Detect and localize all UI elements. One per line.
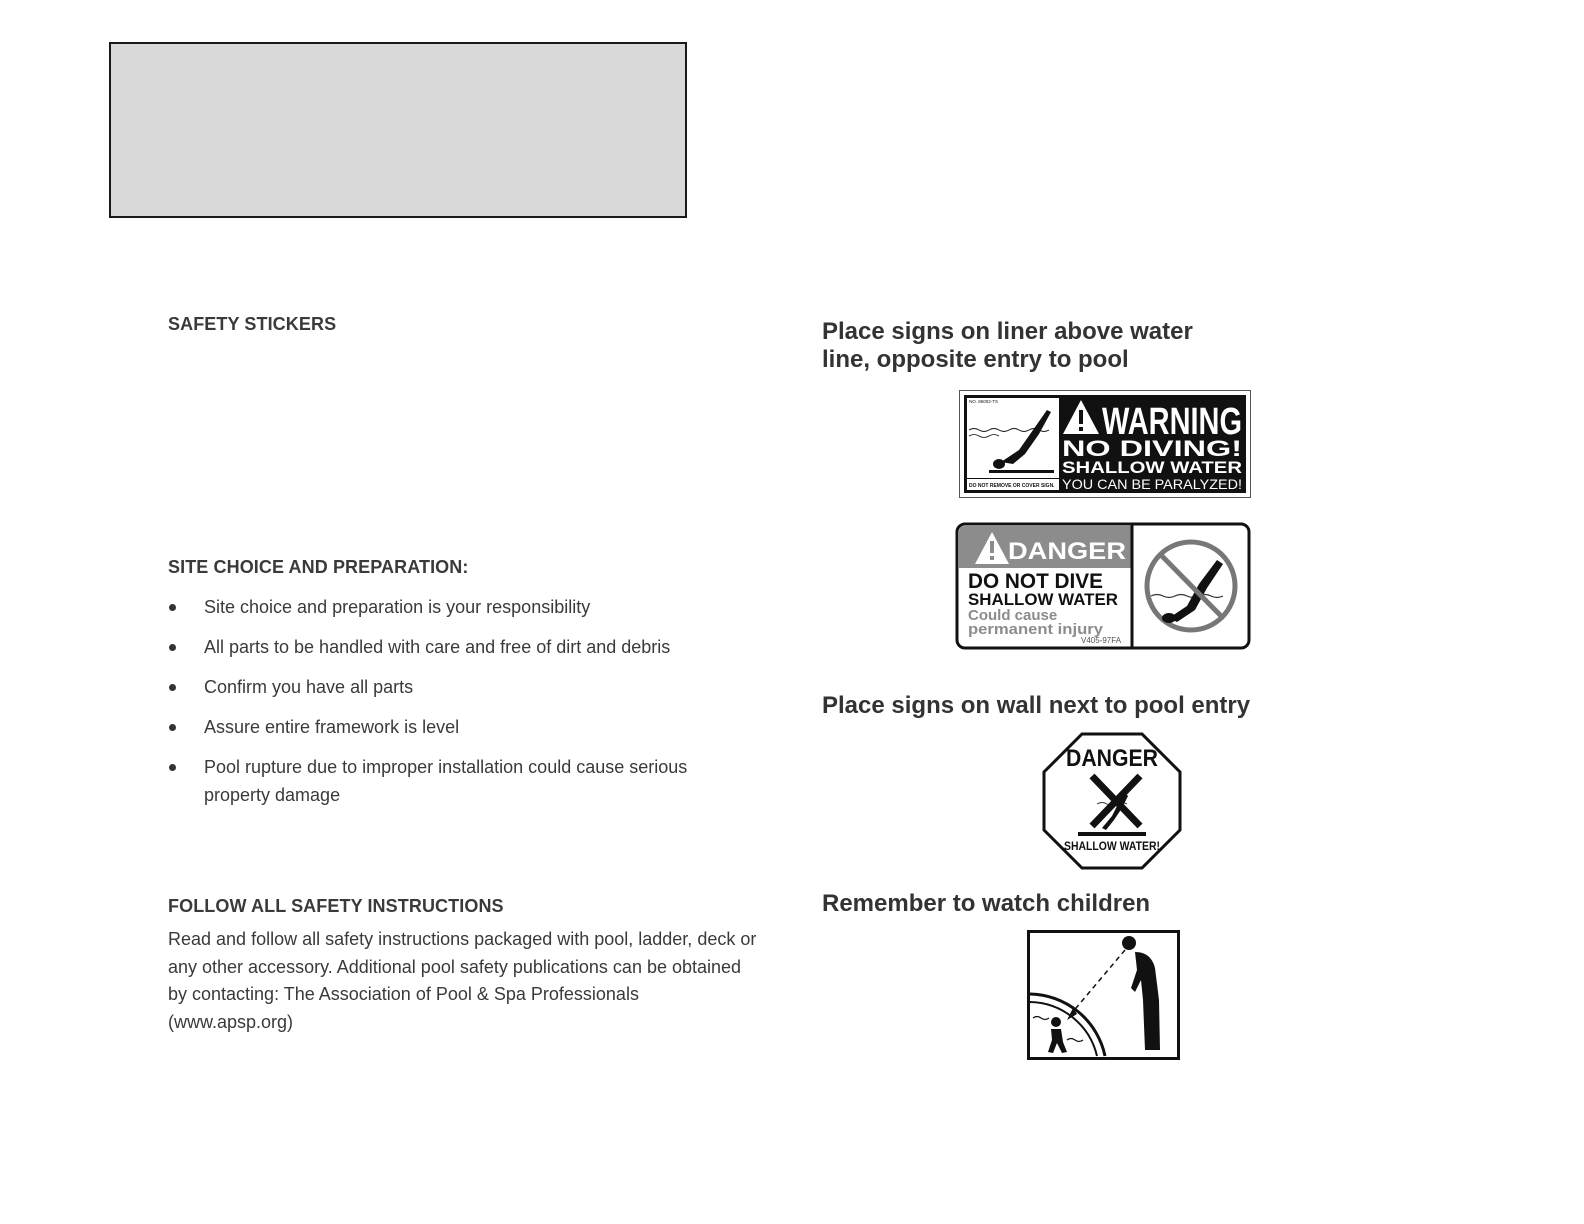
warning-no-diving-sign [959, 390, 1251, 498]
watch-children-sign [1027, 930, 1180, 1060]
bullet-icon [169, 764, 176, 771]
watch-children-heading: Remember to watch children [822, 890, 1151, 917]
danger-title: DANGER [1008, 538, 1126, 565]
list-item: Pool rupture due to improper installation could cause serious property damage [168, 753, 704, 809]
follow-safety-paragraph: Read and follow all safety instructions packaged with pool, ladder, deck or any other accessory. Additional pool safety publications can be obtained by contacting: The Association of Pool & Spa Professionals (www.apsp.org) [168, 929, 757, 1032]
bullet-icon [169, 684, 176, 691]
safety-stickers-heading: SAFETY STICKERS [168, 314, 337, 334]
danger-line4: permanent injury [968, 621, 1104, 638]
list-item: All parts to be handled with care and free of dirt and debris [168, 633, 748, 661]
warning-footer-text: DO NOT REMOVE OR COVER SIGN. [969, 483, 1055, 489]
liner-signs-heading: Place signs on liner above water line, opposite entry to pool [822, 318, 1193, 373]
bullet-icon [169, 604, 176, 611]
site-choice-list [168, 593, 748, 821]
no-diving-icon [1147, 542, 1235, 630]
danger-line1: DO NOT DIVE [968, 570, 1103, 593]
danger-line2: SHALLOW WATER [968, 590, 1118, 609]
octagon-footer: SHALLOW WATER! [1064, 839, 1160, 853]
danger-line3: Could cause [968, 607, 1058, 624]
warning-line1: NO DIVING! [1062, 436, 1242, 461]
danger-code: V405-97FA [1081, 636, 1122, 645]
site-choice-heading: SITE CHOICE AND PREPARATION: [168, 557, 469, 577]
gray-placeholder-box [109, 42, 687, 218]
wall-signs-heading: Place signs on wall next to pool entry [822, 692, 1251, 719]
octagon-title: DANGER [1066, 745, 1158, 772]
warning-line3: YOU CAN BE PARALYZED! [1062, 476, 1242, 492]
warning-code-text: NO. 86002-TS [969, 399, 999, 404]
list-item: Confirm you have all parts [168, 673, 748, 701]
follow-safety-heading: FOLLOW ALL SAFETY INSTRUCTIONS [168, 896, 504, 916]
list-item: Site choice and preparation is your responsibility [168, 593, 748, 621]
danger-do-not-dive-sign [955, 522, 1251, 650]
bullet-icon [169, 644, 176, 651]
warning-line2: SHALLOW WATER [1062, 458, 1242, 477]
danger-shallow-water-octagon-sign [1042, 732, 1182, 870]
bullet-icon [169, 724, 176, 731]
warning-title: WARNING [1102, 401, 1242, 443]
list-item: Assure entire framework is level [168, 713, 748, 741]
